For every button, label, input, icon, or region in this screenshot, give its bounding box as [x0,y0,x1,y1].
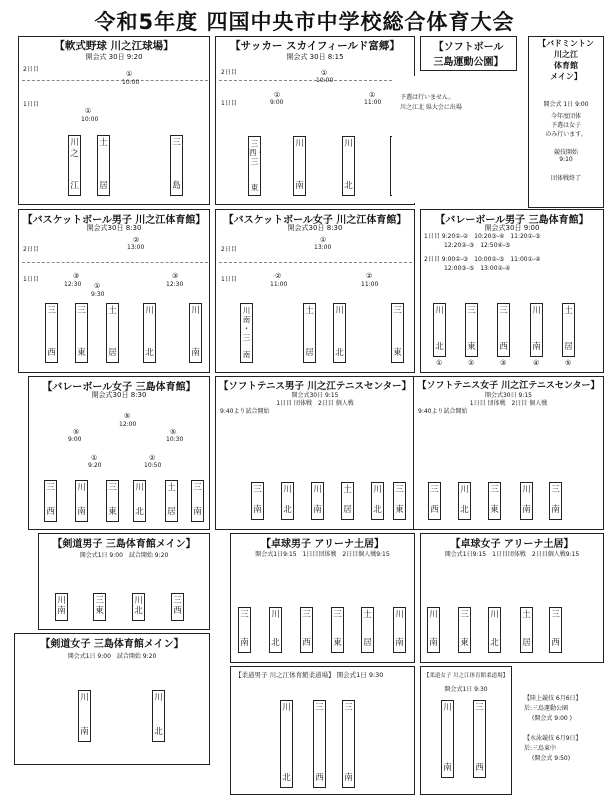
match-number: ① [321,69,328,77]
panel-info: 開会式30日 8:30 [287,224,343,232]
match-time: 12:30 [166,281,184,288]
match-number: ② [133,236,140,244]
panel-title: 【バスケットボール男子 川之江体育館】 [22,215,206,226]
team-kawanan: 川 南 [189,303,202,363]
team-doi: 土 居 [303,303,316,363]
team-number: ① [436,359,443,367]
panel-info: 9:40より試合開始 [220,408,270,415]
match-number: ① [94,282,101,290]
day-divider [219,262,412,263]
panel-info: 1日目 団体戦 2日目 個人戦 [469,400,548,407]
team-sansai: 三 西 [45,303,58,363]
day1-label: 1日目 [221,100,237,107]
panel-info: 開会式1日9:15 1日目団体戦 2日目個人戦9:15 [255,551,390,558]
team-mishima: 三 島 [170,135,183,196]
team-kawanan: 川 南 [293,136,306,196]
panel-note: 競技開始 [553,149,578,156]
team-kawakita: 川 北 [133,480,146,522]
team-kawakita: 川 北 [371,482,384,520]
table-tennis-boys-panel [230,533,415,663]
match-time: 12:30 [64,281,82,288]
panel-info: 開会式1日 9:00 試合開始 9:20 [79,552,169,559]
match-time: 9:00 [270,99,284,106]
match-number: ③ [172,272,179,280]
team-sansai: 三 西 [497,303,510,357]
panel-info: 開会式30日 9:00 [484,224,540,232]
team-sansai-santo: 三 西・ 三 東 [248,136,261,196]
soft-tennis-girls-panel [413,376,604,530]
match-time: 11:00 [270,281,288,288]
match-number: ② [366,272,373,280]
schedule-line: 12:00③-⑤ 13:00②-④ [444,265,511,272]
swim-venue: 於:三島東中 [524,745,557,752]
team-santo: 三 東 [393,482,406,520]
panel-info: 開会式1日9:15 1日目団体戦 2日目個人戦9:15 [444,551,580,558]
team-sansai: 三 西 [44,480,57,522]
match-number: ① [85,107,92,115]
team-number: ② [468,359,475,367]
match-number: ⑤ [170,428,177,436]
match-number: ③ [73,272,80,280]
panel-info: 開会式30日 9:15 [484,392,533,399]
team-kawakita: 川 北 [488,607,501,653]
softball-note: 川之江北 県大会に出場 [400,104,462,111]
match-time: 10:00 [122,79,140,86]
match-number: ② [149,454,156,462]
panel-note: 9:10 [559,156,573,163]
team-kawanan: 川 南 [78,690,91,742]
panel-title: 【剣道男子 三島体育館メイン】 [52,539,196,550]
panel-title: 【卓球男子 アリーナ土居】 [260,539,385,550]
team-kawakita: 川 北 [333,303,346,363]
schedule-line: 2日目 9:00①-③ 10:00②-⑤ 11:00①-④ [424,256,541,263]
team-kawakita: 川 北 [143,303,156,363]
panel-info: 開会式30日 8:30 [91,391,147,399]
team-kawanan: 川 南 [427,607,440,653]
day2-label: 2日目 [23,66,39,73]
panel-note: 団体戦終了 [550,175,581,182]
swim-opening: (開会式 9:50) [532,755,571,762]
team-kawanan: 川 南 [441,700,454,778]
team-kawakita: 川 北 [281,482,294,520]
team-sansai: 三 西 [313,700,326,788]
team-sansai: 三 西 [300,607,313,653]
match-time: 11:00 [364,99,382,106]
match-time: 9:00 [68,436,82,443]
team-kawanan: 川 南 [530,303,543,357]
day2-label: 2日目 [221,69,237,76]
panel-info: 開会式30日 9:15 [291,392,339,399]
schedule-line: 1日目 9:20①-② 10:20③-④ 11:20①-⑤ [424,233,541,240]
match-number: ⑤ [73,428,80,436]
panel-title: 【柔道女子 川之江体育館柔道場】 [423,673,509,679]
team-doi: 土 居 [341,482,354,520]
panel-venue: 三島運動公園】 [433,57,504,68]
match-time: 10:00 [81,116,99,123]
match-time: 9:30 [91,291,105,298]
team-doi: 土 居 [520,607,533,653]
page-title: 令和5年度 四国中央市中学校総合体育大会 [94,10,515,34]
day-divider [22,80,208,81]
team-sannan: 三 南 [191,480,204,522]
panel-title: 【ソフトボール [433,42,504,53]
match-time: 10:30 [166,436,184,443]
team-kawakita: 川 北 [458,482,471,520]
match-time: 10:50 [144,462,162,469]
panel-info: 1日目 団体戦 2日目 個人戦 [276,400,354,407]
match-number: ① [369,91,376,99]
day1-label: 1日目 [23,101,39,108]
team-doi: 土 居 [165,480,178,522]
team-sansai: 三 西 [171,593,184,621]
match-time: 13:00 [127,244,145,251]
day1-label: 1日目 [23,276,39,283]
team-number: ③ [500,359,507,367]
team-sansai: 三 西 [473,700,486,778]
soccer-panel [215,36,415,205]
match-number: ① [126,70,133,78]
team-doi: 土 居 [562,303,575,357]
panel-title-line: メイン】 [550,72,582,81]
panel-title: 【サッカー スカイフィールド富郷】 [230,40,400,52]
team-santo: 三 東 [391,303,404,363]
panel-note: のみ行います。 [545,131,587,138]
team-sansai: 三 西 [549,607,562,653]
panel-title: 【バレーボール女子 三島体育館】 [42,382,196,393]
match-time: 10:00 [316,77,334,84]
team-kawanan: 川 南 [311,482,324,520]
match-time: 13:00 [314,244,332,251]
kendo-girls-panel [14,633,210,765]
match-number: ① [320,236,327,244]
team-santo: 三 東 [93,593,106,621]
team-kawanan: 川 南 [393,607,406,653]
team-doi: 土 居 [361,607,374,653]
day-divider [22,262,208,263]
panel-title-line: 川之江 [554,50,578,59]
team-number: ⑤ [565,359,572,367]
day2-label: 2日目 [221,246,237,253]
panel-title: 【ソフトテニス男子 川之江テニスセンター】 [218,381,412,392]
panel-info: 開会式 1日 9:00 [543,101,589,108]
panel-title-line: 体育館 [554,61,578,70]
team-sannan: 三 南 [251,482,264,520]
team-sansai: 三 西 [428,482,441,520]
panel-title: 【バスケットボール女子 川之江体育館】 [223,215,407,226]
panel-info: 9:40より試合開始 [418,408,468,415]
team-kawanan-sannan: 川 南 ・ 三 南 [240,303,253,363]
team-kawakita: 川 北 [280,700,293,788]
panel-title: 【剣道女子 三島体育館メイン】 [40,639,184,650]
team-kawanan: 川 南 [75,480,88,522]
team-kawanan: 川 南 [520,482,533,520]
panel-info: 開会式1日 9:00 試合開始 9:20 [67,653,157,660]
team-sannan: 三 南 [238,607,251,653]
track-opening: (開会式 9:00 ) [532,715,572,722]
softball-panel [420,36,517,71]
panel-note: 予選は女子 [550,122,581,129]
team-santo: 三 東 [488,482,501,520]
team-sannan: 三 南 [549,482,562,520]
team-kawakita: 川 北 [132,593,145,621]
team-sannan: 三 南 [342,700,355,788]
panel-info: 開会式30日 8:30 [86,224,142,232]
team-doi: 土 居 [97,135,110,196]
match-time: 11:00 [361,281,379,288]
panel-info: 開会式 30日 9:20 [85,53,143,61]
panel-title: 【バドミントン [538,39,594,48]
match-number: ① [274,91,281,99]
team-kawakita: 川 北 [433,303,446,357]
team-kawakita: 川 北 [342,136,355,196]
team-number: ④ [533,359,540,367]
team-kawakita: 川 北 [152,690,165,742]
team-santo: 三 東 [75,303,88,363]
softball-note: 予選は行いません。 [400,94,455,101]
team-santo: 三 東 [458,607,471,653]
match-time: 9:20 [88,462,102,469]
panel-title: 【ソフトテニス女子 川之江テニスセンター】 [417,381,600,391]
team-kawanoe: 川 之 江 [68,135,81,196]
panel-info: 開会式1日 9:30 [444,686,488,693]
swim-heading: 【水泳競技 6月9日】 [524,735,582,742]
track-venue: 於:三島運動公園 [524,705,569,712]
team-kawanan: 川 南 [55,593,68,621]
team-santo: 三 東 [465,303,478,357]
panel-title: 【軟式野球 川之江球場】 [54,40,174,52]
match-time: 12:00 [119,421,137,428]
day1-label: 1日目 [221,276,237,283]
match-number: ① [91,454,98,462]
judo-girls-panel [420,666,512,795]
team-santo: 三 東 [106,480,119,522]
track-heading: 【陸上競技 6月6日】 [524,695,582,702]
panel-note: 今年度団体 [550,113,581,120]
panel-title: 【バレーボール男子 三島体育館】 [435,215,589,226]
panel-info: 開会式 30日 8:15 [286,53,344,61]
table-tennis-girls-panel [420,533,604,663]
team-kawakita: 川 北 [269,607,282,653]
match-number: ② [275,272,282,280]
badminton-panel [528,36,604,208]
panel-title: 【卓球女子 アリーナ土居】 [450,539,574,550]
match-number: ⑤ [124,412,131,420]
day2-label: 2日目 [23,246,39,253]
schedule-line: 12:20②-③ 12:50④-⑤ [444,242,511,249]
team-doi: 土 居 [106,303,119,363]
panel-title: 【柔道男子 川之江体育館柔道場】 開会式1日 9:30 [235,671,384,679]
team-santo: 三 東 [331,607,344,653]
